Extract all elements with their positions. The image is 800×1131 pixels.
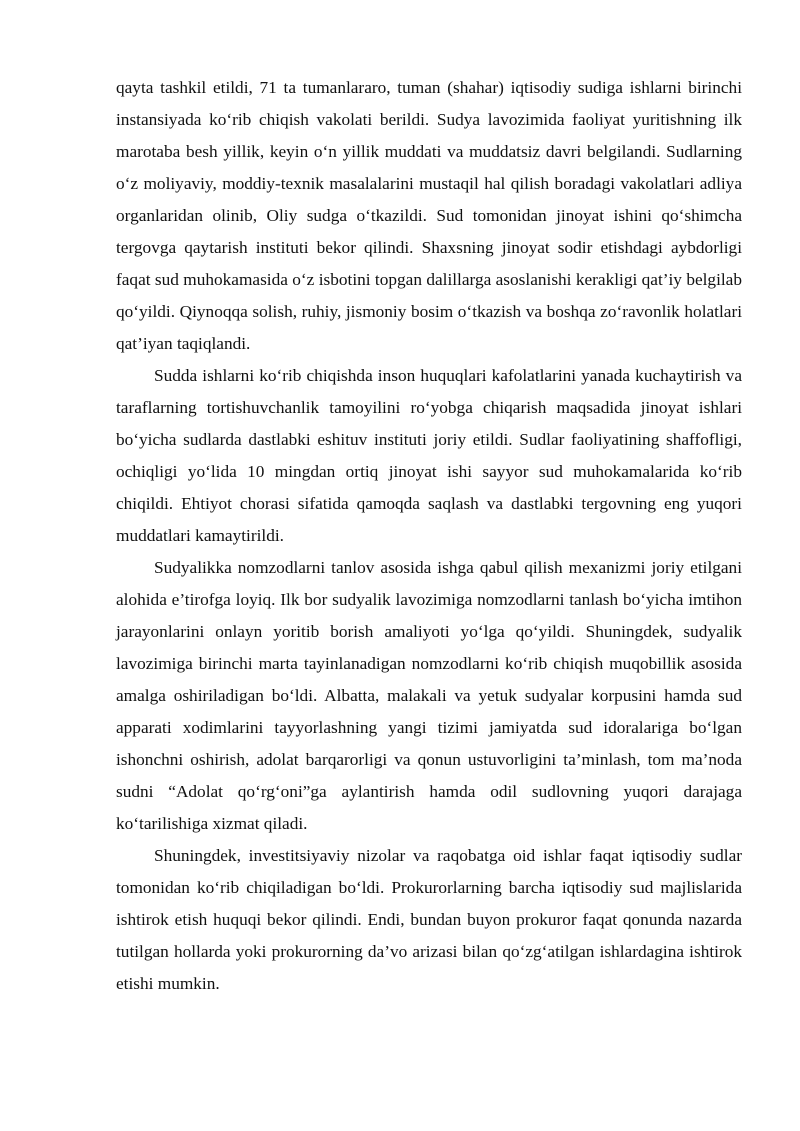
paragraph-judge-selection: Sudyalikka nomzodlarni tanlov asosida ishga qabul qilish mexanizmi joriy etilgani alohida e’tirofga loyiq. Ilk bor sudyalik lavozimiga nomzodlarni tanlash bo‘yicha imtihon jarayonlarini onlayn yoritib borish amaliyoti yo‘lga qo‘yildi. Shuningdek, sudyalik lavozimiga birinchi marta tayinlanadigan nomzodlarni ko‘rib chiqish muqobillik asosida amalga oshiriladigan bo‘ldi. Albatta, malakali va yetuk sudyalar korpusini hamda sud apparati xodimlarini tayyorlashning yangi tizimi jamiyatda sud idoralariga bo‘lgan ishonchni oshirish, adolat barqarorligi va qonun ustuvorligini ta’minlash, tom ma’noda sudni “Adolat qo‘rg‘oni”ga aylantirish hamda odil sudlovning yuqori darajaga ko‘tarilishiga xizmat qiladi. <box>116 558 742 833</box>
paragraph-court-proceedings: Sudda ishlarni ko‘rib chiqishda inson huquqlari kafolatlarini yanada kuchaytirish va taraflarning tortishuvchanlik tamoyilini ro‘yobga chiqarish maqsadida jinoyat ishlari bo‘yicha sudlarda dastlabki eshituv instituti joriy etildi. Sudlar faoliyatining shaffofligi, ochiqligi yo‘lida 10 mingdan ortiq jinoyat ishi sayyor sud muhokamalarida ko‘rib chiqildi. Ehtiyot chorasi sifatida qamoqda saqlash va dastlabki tergovning eng yuqori muddatlari kamaytirildi. <box>116 366 742 545</box>
paragraph-continuation: qayta tashkil etildi, 71 ta tumanlararo, tuman (shahar) iqtisodiy sudiga ishlarni birinchi instansiyada ko‘rib chiqish vakolati berildi. Sudya lavozimida faoliyat yuritishning ilk marotaba besh yillik, keyin o‘n yillik muddati va muddatsiz davri belgilandi. Sudlarning o‘z moliyaviy, moddiy-texnik masalalarini mustaqil hal qilish boradagi vakolatlari adliya organlaridan olinib, Oliy sudga o‘tkazildi. Sud tomonidan jinoyat ishini qo‘shimcha tergovga qaytarish instituti bekor qilindi. Shaxsning jinoyat sodir etishdagi aybdorligi faqat sud muhokamasida o‘z isbotini topgan dalillarga asoslanishi kerakligi qat’iy belgilab qo‘yildi. Qiynoqqa solish, ruhiy, jismoniy bosim o‘tkazish va boshqa zo‘ravonlik holatlari qat’iyan taqiqlandi. <box>116 78 742 353</box>
paragraph-economic-courts: Shuningdek, investitsiyaviy nizolar va raqobatga oid ishlar faqat iqtisodiy sudlar tomonidan ko‘rib chiqiladigan bo‘ldi. Prokurorlarning barcha iqtisodiy sud majlislarida ishtirok etish huquqi bekor qilindi. Endi, bundan buyon prokuror faqat qonunda nazarda tutilgan hollarda yoki prokurorning da’vo arizasi bilan qo‘zg‘atilgan ishlardagina ishtirok etishi mumkin. <box>116 846 742 993</box>
document-page <box>116 72 742 1000</box>
